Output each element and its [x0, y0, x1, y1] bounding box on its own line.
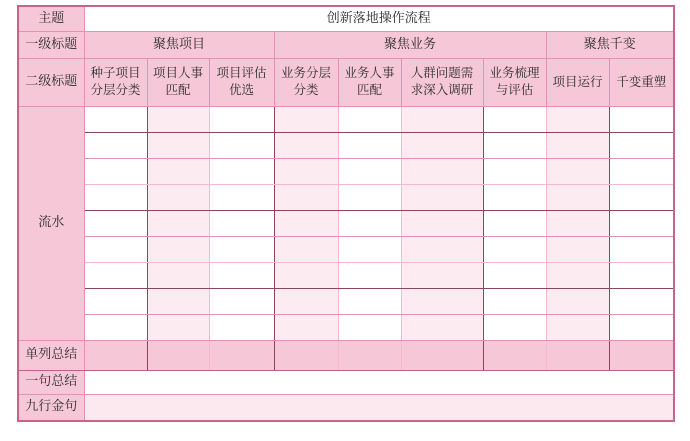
flow-cell-r2-c6[interactable] [401, 132, 483, 158]
col-header-project-staff-matching: 项目人事匹配 [147, 58, 209, 106]
flow-row-2 [18, 132, 674, 158]
col-header-business-staff-matching: 业务人事匹配 [338, 58, 401, 106]
page-title: 创新落地操作流程 [84, 6, 674, 31]
flow-cell-r9-c6[interactable] [401, 314, 483, 340]
flow-cell-r3-c2[interactable] [147, 158, 209, 184]
flow-cell-r3-c4[interactable] [274, 158, 338, 184]
flow-cell-r7-c5[interactable] [338, 262, 401, 288]
flow-cell-r8-c7[interactable] [483, 288, 546, 314]
summary-cell-c9[interactable] [609, 340, 674, 370]
golden-row [18, 394, 674, 421]
flow-cell-r8-c4[interactable] [274, 288, 338, 314]
summary-cell-c5[interactable] [338, 340, 401, 370]
flow-cell-r9-c4[interactable] [274, 314, 338, 340]
flow-row-8 [18, 288, 674, 314]
summary-cell-c8[interactable] [546, 340, 609, 370]
flow-cell-r7-c7[interactable] [483, 262, 546, 288]
flow-cell-r5-c7[interactable] [483, 210, 546, 236]
flow-row-5 [18, 210, 674, 236]
col-header-business-classification: 业务分层分类 [274, 58, 338, 106]
flow-cell-r5-c2[interactable] [147, 210, 209, 236]
flow-cell-r9-c9[interactable] [609, 314, 674, 340]
level2-header-row [18, 58, 674, 106]
flow-cell-r7-c6[interactable] [401, 262, 483, 288]
group-header-business: 聚焦业务 [274, 31, 546, 58]
summary-cell-c4[interactable] [274, 340, 338, 370]
flow-cell-r5-c1[interactable] [84, 210, 147, 236]
col-header-thousand-reshape: 千变重塑 [609, 58, 674, 106]
flow-cell-r7-c3[interactable] [209, 262, 274, 288]
sentence-value-cell[interactable] [84, 370, 674, 394]
level1-label: 一级标题 [18, 31, 84, 58]
flow-row-6 [18, 236, 674, 262]
col-header-crowd-research: 人群问题需求深入调研 [401, 58, 483, 106]
level1-header-row [18, 31, 674, 58]
summary-label: 单列总结 [18, 340, 84, 370]
flow-cell-r3-c8[interactable] [546, 158, 609, 184]
level2-label: 二级标题 [18, 58, 84, 106]
flow-cell-r5-c4[interactable] [274, 210, 338, 236]
flow-cell-r3-c5[interactable] [338, 158, 401, 184]
flow-cell-r8-c2[interactable] [147, 288, 209, 314]
flow-cell-r8-c5[interactable] [338, 288, 401, 314]
flow-row-7 [18, 262, 674, 288]
theme-label: 主题 [18, 6, 84, 31]
flow-cell-r4-c4[interactable] [274, 184, 338, 210]
flow-cell-r9-c1[interactable] [84, 314, 147, 340]
flow-cell-r4-c8[interactable] [546, 184, 609, 210]
flow-cell-r7-c1[interactable] [84, 262, 147, 288]
flow-cell-r4-c3[interactable] [209, 184, 274, 210]
flow-cell-r7-c2[interactable] [147, 262, 209, 288]
col-header-seed-project-classification: 种子项目分层分类 [84, 58, 147, 106]
sentence-row [18, 370, 674, 394]
flow-cell-r9-c8[interactable] [546, 314, 609, 340]
group-header-thousand-changes: 聚焦千变 [546, 31, 674, 58]
flow-cell-r8-c9[interactable] [609, 288, 674, 314]
flow-cell-r9-c3[interactable] [209, 314, 274, 340]
flow-cell-r2-c8[interactable] [546, 132, 609, 158]
theme-row [18, 6, 674, 31]
flow-cell-r3-c7[interactable] [483, 158, 546, 184]
col-header-project-operation: 项目运行 [546, 58, 609, 106]
flow-cell-r3-c6[interactable] [401, 158, 483, 184]
flow-cell-r9-c2[interactable] [147, 314, 209, 340]
flow-cell-r2-c9[interactable] [609, 132, 674, 158]
flow-cell-r4-c1[interactable] [84, 184, 147, 210]
flow-cell-r4-c7[interactable] [483, 184, 546, 210]
flow-cell-r6-c8[interactable] [546, 236, 609, 262]
flow-section [18, 106, 674, 340]
flow-row-4 [18, 184, 674, 210]
flow-cell-r7-c9[interactable] [609, 262, 674, 288]
flow-cell-r4-c6[interactable] [401, 184, 483, 210]
flow-cell-r4-c2[interactable] [147, 184, 209, 210]
flow-cell-r3-c9[interactable] [609, 158, 674, 184]
flow-cell-r6-c9[interactable] [609, 236, 674, 262]
summary-cell-c2[interactable] [147, 340, 209, 370]
flow-row-9 [18, 314, 674, 340]
flow-cell-r1-c5[interactable] [338, 106, 401, 132]
sentence-label: 一句总结 [18, 370, 84, 394]
flow-row-3 [18, 158, 674, 184]
process-table [17, 5, 675, 422]
flow-cell-r1-c2[interactable] [147, 106, 209, 132]
flow-cell-r1-c6[interactable] [401, 106, 483, 132]
flow-cell-r6-c1[interactable] [84, 236, 147, 262]
flow-cell-r6-c4[interactable] [274, 236, 338, 262]
flow-cell-r8-c3[interactable] [209, 288, 274, 314]
flow-cell-r8-c6[interactable] [401, 288, 483, 314]
flow-cell-r6-c7[interactable] [483, 236, 546, 262]
summary-cell-c3[interactable] [209, 340, 274, 370]
flow-cell-r5-c5[interactable] [338, 210, 401, 236]
col-header-project-evaluation: 项目评估优选 [209, 58, 274, 106]
flow-cell-r9-c7[interactable] [483, 314, 546, 340]
flow-cell-r2-c7[interactable] [483, 132, 546, 158]
flow-cell-r3-c3[interactable] [209, 158, 274, 184]
flow-cell-r6-c5[interactable] [338, 236, 401, 262]
flow-cell-r4-c9[interactable] [609, 184, 674, 210]
golden-value-cell[interactable] [84, 394, 674, 421]
flow-row-1 [18, 106, 674, 132]
summary-cell-c1[interactable] [84, 340, 147, 370]
flow-cell-r1-c8[interactable] [546, 106, 609, 132]
flow-cell-r2-c4[interactable] [274, 132, 338, 158]
flow-cell-r2-c2[interactable] [147, 132, 209, 158]
flow-cell-r5-c3[interactable] [209, 210, 274, 236]
flow-cell-r1-c1[interactable] [84, 106, 147, 132]
golden-label: 九行金句 [18, 394, 84, 421]
summary-row [18, 340, 674, 370]
flow-cell-r5-c6[interactable] [401, 210, 483, 236]
flow-cell-r1-c7[interactable] [483, 106, 546, 132]
flow-cell-r6-c2[interactable] [147, 236, 209, 262]
flow-cell-r8-c8[interactable] [546, 288, 609, 314]
flow-cell-r8-c1[interactable] [84, 288, 147, 314]
summary-cell-c7[interactable] [483, 340, 546, 370]
flow-cell-r1-c3[interactable] [209, 106, 274, 132]
flow-cell-r2-c5[interactable] [338, 132, 401, 158]
flow-cell-r2-c3[interactable] [209, 132, 274, 158]
flow-cell-r7-c4[interactable] [274, 262, 338, 288]
flow-cell-r1-c4[interactable] [274, 106, 338, 132]
flow-cell-r4-c5[interactable] [338, 184, 401, 210]
flow-cell-r1-c9[interactable] [609, 106, 674, 132]
flow-cell-r7-c8[interactable] [546, 262, 609, 288]
col-header-business-review: 业务梳理与评估 [483, 58, 546, 106]
flow-cell-r6-c3[interactable] [209, 236, 274, 262]
flow-cell-r5-c8[interactable] [546, 210, 609, 236]
flow-cell-r6-c6[interactable] [401, 236, 483, 262]
flow-cell-r3-c1[interactable] [84, 158, 147, 184]
flow-cell-r2-c1[interactable] [84, 132, 147, 158]
flow-label: 流水 [18, 106, 84, 340]
flow-cell-r5-c9[interactable] [609, 210, 674, 236]
summary-cell-c6[interactable] [401, 340, 483, 370]
flow-cell-r9-c5[interactable] [338, 314, 401, 340]
group-header-projects: 聚焦项目 [84, 31, 274, 58]
